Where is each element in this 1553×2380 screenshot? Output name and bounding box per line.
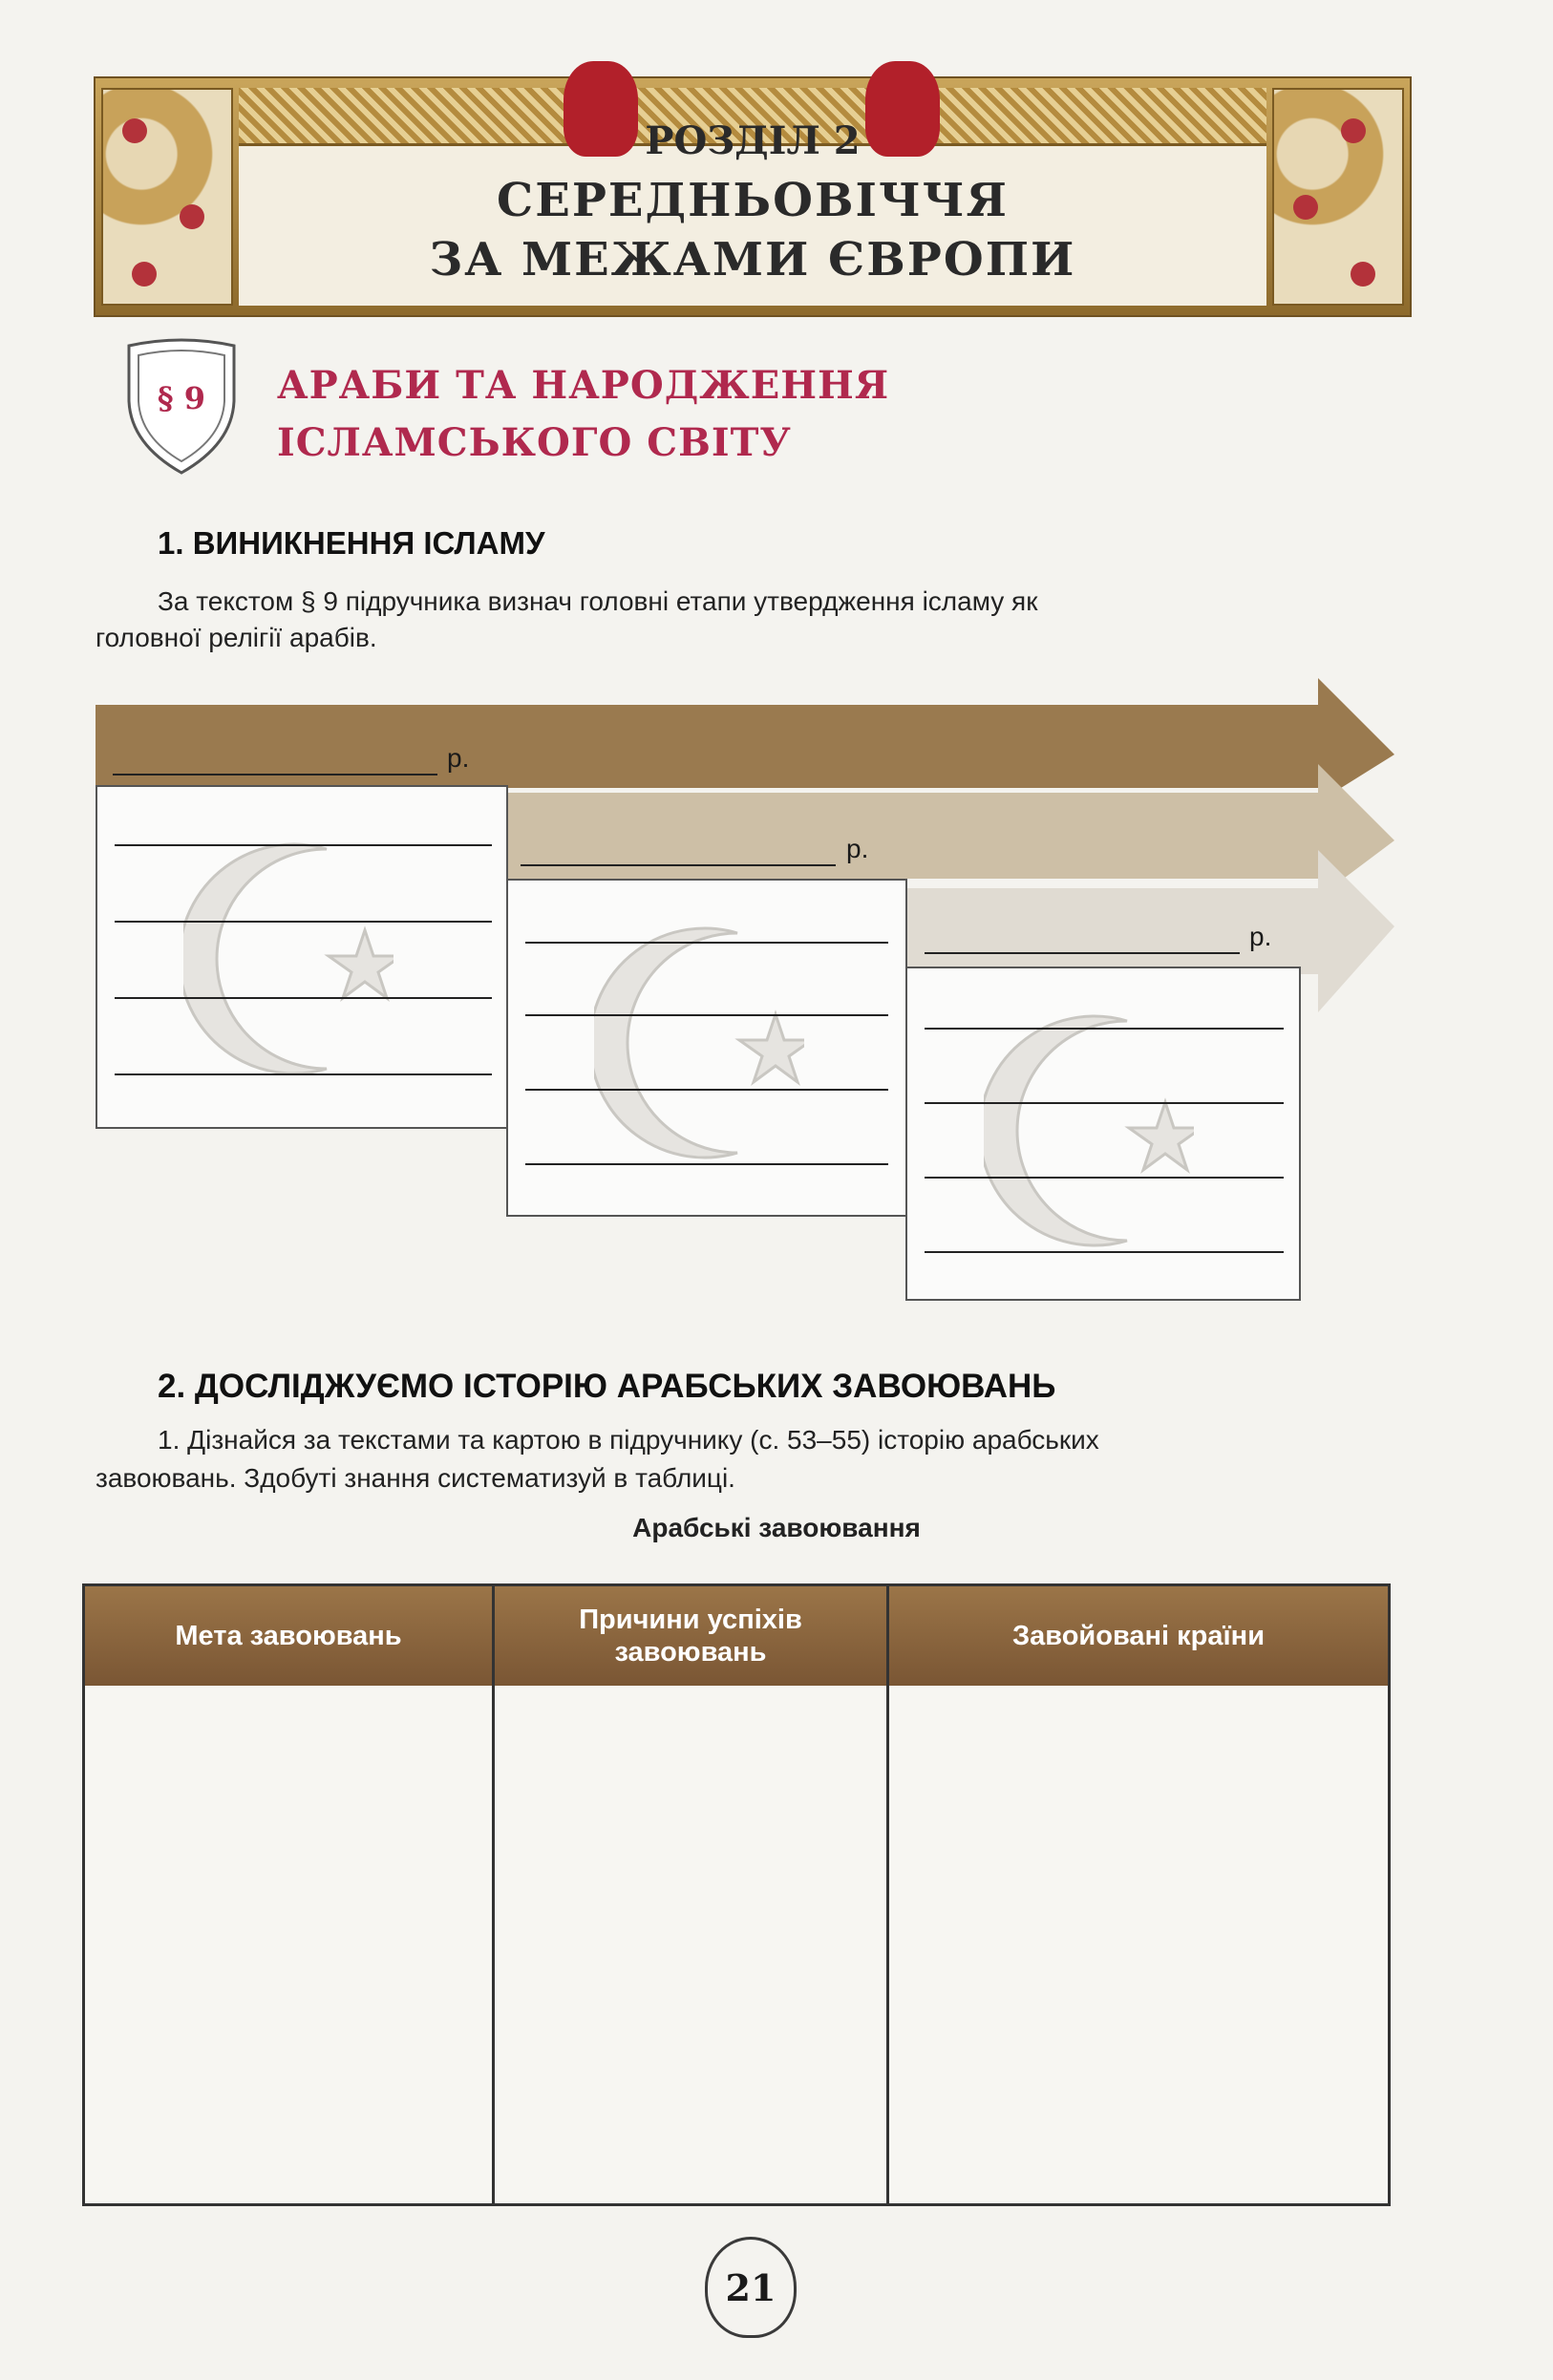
shield-icon bbox=[119, 334, 244, 478]
chapter-number: РОЗДІЛ 2 bbox=[645, 118, 861, 163]
year-suffix-1: р. bbox=[447, 743, 470, 773]
crescent-star-icon bbox=[594, 924, 804, 1162]
answer-line[interactable] bbox=[525, 1163, 888, 1165]
timeline-card-2 bbox=[506, 879, 907, 1217]
column-header-countries: Завойовані країни bbox=[1011, 1621, 1266, 1651]
cell-goal-answer[interactable] bbox=[85, 1686, 492, 2203]
crescent-star-icon bbox=[984, 1011, 1194, 1250]
answer-line[interactable] bbox=[115, 997, 492, 999]
year-suffix-2: р. bbox=[846, 834, 869, 863]
task2-heading: 2. ДОСЛІДЖУЄМО ІСТОРІЮ АРАБСЬКИХ ЗАВОЮВАНЬ bbox=[158, 1368, 1056, 1405]
answer-line[interactable] bbox=[925, 1251, 1284, 1253]
answer-line[interactable] bbox=[925, 1177, 1284, 1179]
year-input-line-3[interactable] bbox=[925, 952, 1240, 954]
task2-instruction-line2: завоювань. Здобуті знання систематизуй в таблиці. bbox=[96, 1463, 735, 1493]
year-input-line-1[interactable] bbox=[113, 774, 437, 776]
column-header-goal: Мета завоювань bbox=[175, 1621, 402, 1651]
cell-reasons-answer[interactable] bbox=[495, 1686, 886, 2203]
task2-instruction-line1: 1. Дізнайся за текстами та картою в підручнику (с. 53–55) історію арабських bbox=[158, 1425, 1099, 1455]
year-input-line-2[interactable] bbox=[521, 864, 836, 866]
year-suffix-3: р. bbox=[1249, 922, 1272, 951]
paragraph-title-line2: ІСЛАМСЬКОГО СВІТУ bbox=[277, 420, 792, 465]
chapter-title-line1: СЕРЕДНЬОВІЧЧЯ bbox=[497, 174, 1009, 227]
timeline-card-3 bbox=[905, 967, 1301, 1301]
conquests-table bbox=[82, 1583, 1391, 2206]
task1-instruction-line2: головної релігії арабів. bbox=[96, 623, 377, 652]
timeline-card-1 bbox=[96, 785, 508, 1129]
paragraph-title-line1: АРАБИ ТА НАРОДЖЕННЯ bbox=[277, 363, 890, 408]
chapter-banner bbox=[94, 76, 1412, 317]
task1-instruction-line1: За текстом § 9 підручника визнач головні етапи утвердження ісламу як bbox=[158, 586, 1038, 616]
answer-line[interactable] bbox=[925, 1028, 1284, 1030]
crescent-star-icon bbox=[183, 839, 394, 1078]
answer-line[interactable] bbox=[115, 921, 492, 923]
answer-line[interactable] bbox=[525, 1089, 888, 1091]
answer-line[interactable] bbox=[115, 844, 492, 846]
column-header-reasons: Причини успіхів завоювань bbox=[579, 1604, 802, 1668]
table-title: Арабські завоювання bbox=[632, 1513, 921, 1542]
answer-line[interactable] bbox=[925, 1102, 1284, 1104]
page-number: 21 bbox=[705, 2237, 797, 2338]
answer-line[interactable] bbox=[525, 1014, 888, 1016]
chapter-title-line2: ЗА МЕЖАМИ ЄВРОПИ bbox=[429, 233, 1076, 287]
paragraph-number: § 9 bbox=[157, 380, 206, 416]
answer-line[interactable] bbox=[115, 1073, 492, 1075]
answer-line[interactable] bbox=[525, 942, 888, 944]
task1-heading: 1. ВИНИКНЕННЯ ІСЛАМУ bbox=[158, 525, 545, 561]
cell-countries-answer[interactable] bbox=[889, 1686, 1388, 2203]
